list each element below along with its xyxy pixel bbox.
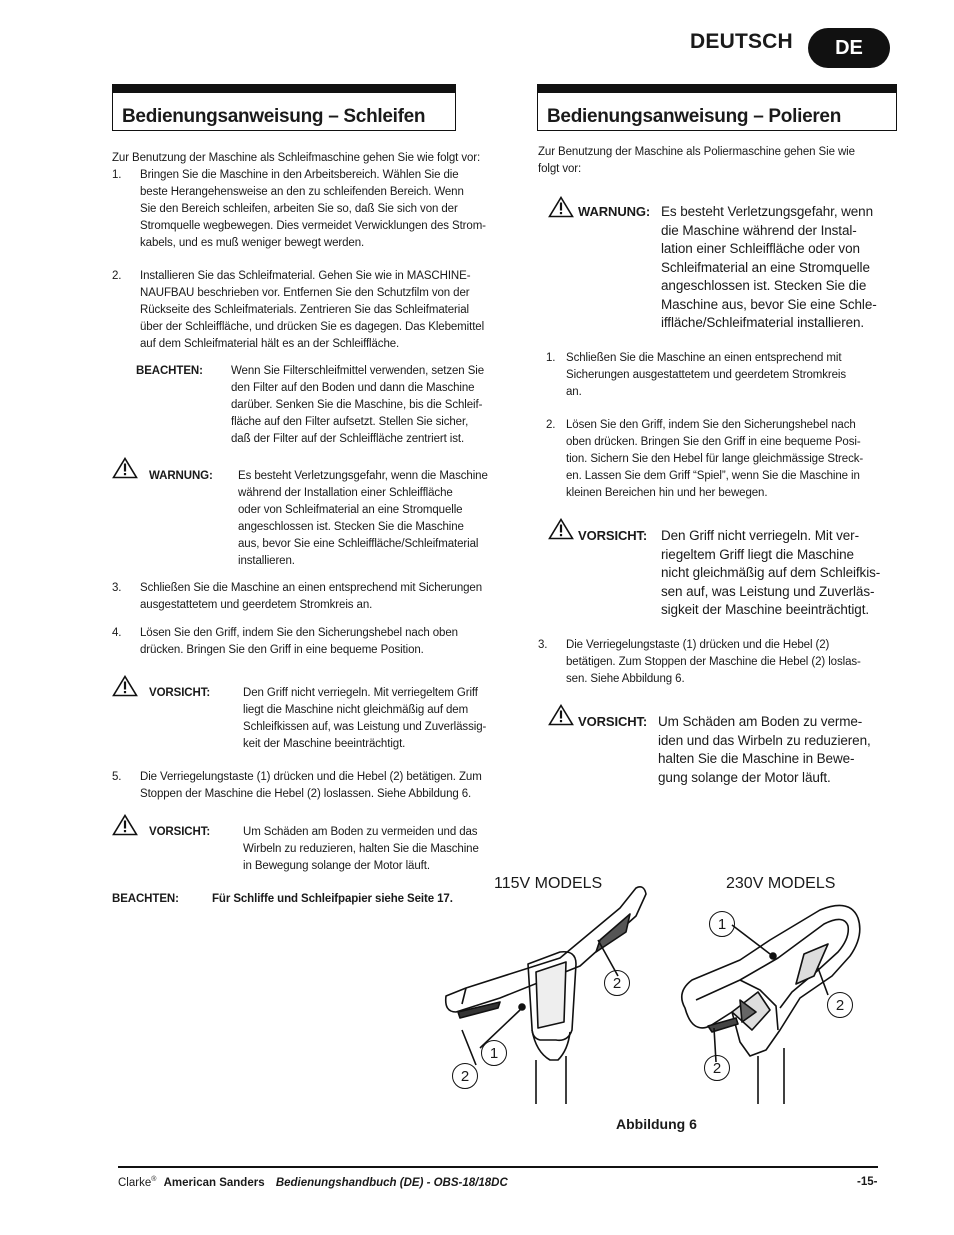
warning-triangle-icon [548,196,574,218]
step-number: 4. [112,627,122,639]
step-number: 2. [546,419,556,431]
warning-triangle-icon [112,814,138,836]
caution-label: VORSICHT: [149,687,211,699]
caution-text: Den Griff nicht verriegeln. Mit ver- riegeltem Griff liegt die Maschine nicht gleichmäßig auf dem Schleifkis- sen auf, was Leistung und Zuverläs- sigkeit der Maschine beeinträchtigt. [661,528,881,617]
section-title: Bedienungsanweisung – Schleifen [122,106,426,127]
callout-1: 1 [481,1040,507,1066]
note-label: BEACHTEN: [136,365,203,377]
step-number: 5. [112,771,122,783]
step-text: Die Verriegelungstaste (1) drücken und die Hebel (2) betätigen. Zum Stoppen der Maschine die Hebel (2) loslas- sen. Siehe Abbildung 6. [566,639,861,685]
step-text: Lösen Sie den Griff, indem Sie den Sicherungshebel nach oben drücken. Bringen Sie den Griff in eine bequeme Posi- tion. Sichern Sie den Hebel für lange gleichmässige Streck- en. Lassen Sie dem Griff “Spiel”, wenn Sie die Maschine in kleinen Bereichen hin und her bewegen. [566,419,864,499]
note-text: Wenn Sie Filterschleifmittel verwenden, setzen Sie den Filter auf den Boden und dann die Maschine darüber. Senken Sie die Maschine, bis die Schleif- fläche auf den Filter aufsetzt. Stellen Sie sicher, daß der Filter auf der Schleiffläche zentriert ist. [231,365,485,445]
figure-label-230v: 230V MODELS [726,875,836,892]
warning-triangle-icon [548,704,574,726]
warning-triangle-icon [548,518,574,540]
caution-label: VORSICHT: [578,714,648,729]
brand-name: Clarke [118,1176,152,1189]
figure-label-115v: 115V MODELS [494,875,603,892]
step-number: 1. [546,352,556,364]
caution-text: Den Griff nicht verriegeln. Mit verriegeltem Griff liegt die Maschine nicht gleichmäßig auf dem Schleifkissen auf, was Leistung und Zuverlässig- keit der Maschine beeinträchtigt. [243,687,487,750]
note-label: BEACHTEN: [112,893,179,905]
step-number: 3. [112,582,122,594]
warning-label: WARNUNG: [578,204,651,219]
section-heading-sanding [112,84,456,131]
warning-triangle-icon [112,457,138,479]
step-number: 2. [112,270,122,282]
step-text: Schließen Sie die Maschine an einen entsprechend mit Sicherungen ausgestattetem und geerdetem Stromkreis an. [140,582,483,611]
note-text: Für Schliffe und Schleifpapier siehe Seite 17. [212,893,453,905]
registered-mark: ® [151,1176,157,1183]
footer-rule [118,1166,878,1168]
intro-text: Zur Benutzung der Maschine als Poliermaschine gehen Sie wie folgt vor: [538,146,855,175]
callout-2: 2 [827,992,853,1018]
caution-label: VORSICHT: [149,826,211,838]
callout-1: 1 [709,911,735,937]
manual-title: Bedienungshandbuch (DE) - OBS-18/18DC [275,1176,508,1189]
warning-text: Es besteht Verletzungsgefahr, wenn die Maschine während der Instal- lation einer Schleiffläche oder von Schleifmaterial an eine Stromquelle angeschlossen ist. Stecken Sie die Maschine aus, bevor Sie eine Schle- iffläche/Schleifmaterial installieren. [661,204,877,330]
warning-label: WARNUNG: [149,470,213,482]
warning-text: Es besteht Verletzungsgefahr, wenn die Maschine während der Installation einer Schleiffläche oder von Schleifmaterial an eine Stromquelle angeschlossen ist. Stecken Sie die Maschine aus, bevor Sie eine Schleiffläche/Schleifmaterial installieren. [238,470,488,567]
footer-brand [118,1176,508,1189]
figure-caption: Abbildung 6 [616,1116,697,1132]
step-text: Bringen Sie die Maschine in den Arbeitsbereich. Wählen Sie die beste Herangehensweise an den zu schleifenden Bereich. Wenn Sie den Bereich schleifen, arbeiten Sie so, daß Sie sich von der Stromquelle wegbewegen. Dies vermeidet Verwicklungen des Strom- kabels, und es muß weniger bewegt werden. [140,169,486,249]
company-name: American Sanders [163,1176,265,1189]
caution-text: Um Schäden am Boden zu vermeiden und das Wirbeln zu reduzieren, halten Sie die Maschine in Bewegung solange der Motor läuft. [243,826,479,872]
caution-text: Um Schäden am Boden zu verme- iden und das Wirbeln zu reduzieren, halten Sie die Maschine in Bewe- gung solange der Motor läuft. [658,714,871,785]
section-title: Bedienungsanweisung – Polieren [547,106,842,127]
step-number: 1. [112,169,122,181]
step-text: Die Verriegelungstaste (1) drücken und die Hebel (2) betätigen. Zum Stoppen der Maschine die Hebel (2) loslassen. Siehe Abbildung 6. [140,771,482,800]
step-text: Lösen Sie den Griff, indem Sie den Sicherungshebel nach oben drücken. Bringen Sie den Griff in eine bequeme Position. [140,627,458,656]
warning-triangle-icon [112,675,138,697]
section-heading-polishing [537,84,897,131]
step-text: Schließen Sie die Maschine an einen entsprechend mit Sicherungen ausgestattetem und geerdetem Stromkreis an. [566,352,847,398]
step-number: 3. [538,639,548,651]
language-label: DEUTSCH [690,30,793,53]
callout-2: 2 [604,970,630,996]
intro-text: Zur Benutzung der Maschine als Schleifmaschine gehen Sie wie folgt vor: [112,152,481,164]
caution-label: VORSICHT: [578,528,648,543]
callout-2: 2 [704,1055,730,1081]
page-number: -15- [857,1176,878,1188]
step-text: Installieren Sie das Schleifmaterial. Gehen Sie wie in MASCHINE- NAUFBAU beschrieben vor. Entfernen Sie den Schutzfilm von der Rückseite des Schleifmaterials. Zentrieren Sie das Schleifmaterial über der Schleiffläche, und drücken Sie es dagegen. Das Klebemittel auf dem Schleifmaterial hält es an der Schleiffläche. [140,270,485,350]
language-code-badge: DE [808,28,890,68]
callout-2: 2 [452,1063,478,1089]
